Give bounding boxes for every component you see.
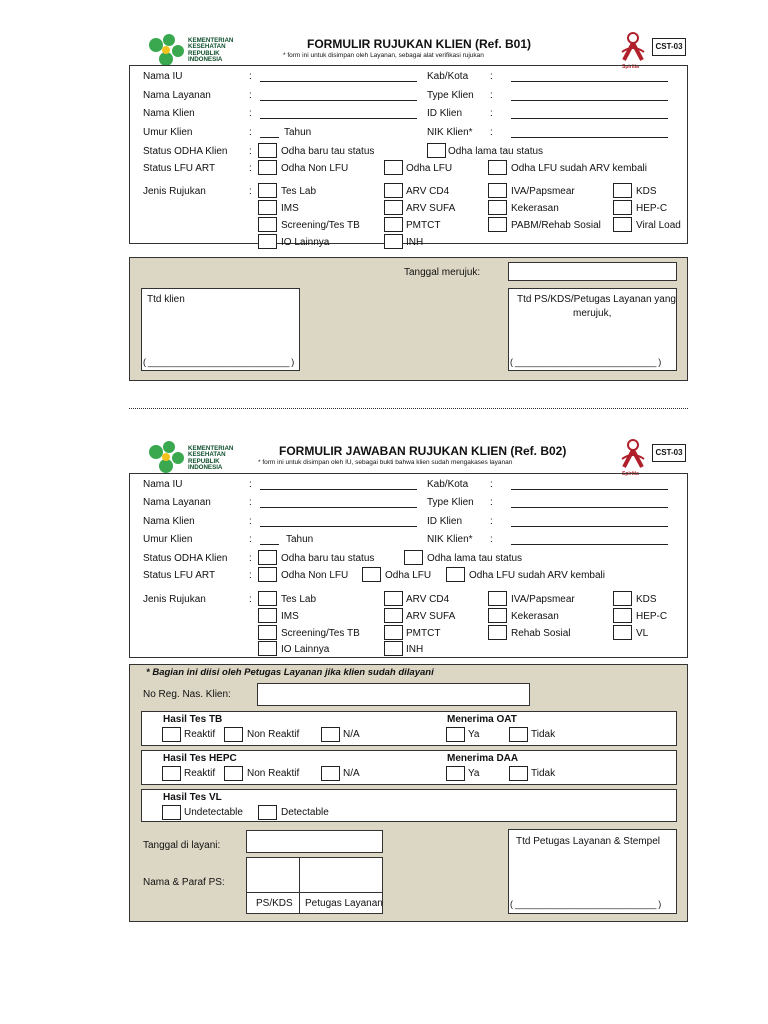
- col-ps-kds: PS/KDS: [256, 898, 293, 909]
- option-hepc: HEP-C: [636, 611, 668, 622]
- checkbox-odha-lama[interactable]: [404, 550, 423, 565]
- checkbox-tes-lab[interactable]: [258, 183, 277, 198]
- colon: :: [249, 71, 252, 82]
- checkbox-odha-lama[interactable]: [427, 143, 446, 158]
- option-ims: IMS: [281, 611, 299, 622]
- option-arv-cd4: ARV CD4: [406, 594, 450, 605]
- colon: :: [249, 186, 252, 197]
- label-status-odha: Status ODHA Klien: [143, 553, 228, 564]
- checkbox-hepc-na[interactable]: [321, 766, 340, 781]
- label-umur-klien: Umur Klien: [143, 127, 193, 138]
- label-hasil-vl: Hasil Tes VL: [163, 792, 222, 803]
- checkbox-tes-lab[interactable]: [258, 591, 277, 606]
- cut-line: [129, 408, 688, 409]
- checkbox-vl[interactable]: [613, 625, 632, 640]
- checkbox-odha-lfu[interactable]: [362, 567, 381, 582]
- label-nama-layanan: Nama Layanan: [143, 90, 211, 101]
- label-tahun: Tahun: [286, 534, 314, 545]
- option-inh: INH: [406, 644, 424, 655]
- label-nik-klien: NIK Klien*: [427, 534, 473, 545]
- kemenkes-logo-icon: [146, 33, 188, 69]
- colon: :: [490, 127, 493, 138]
- spiritia-logo-icon: [616, 437, 650, 473]
- label-tanggal-merujuk: Tanggal merujuk:: [404, 267, 481, 278]
- label-ttd-klien: Ttd klien: [147, 294, 185, 305]
- option-tb-na: N/A: [343, 729, 360, 740]
- colon: :: [249, 479, 252, 490]
- label-nama-layanan: Nama Layanan: [143, 497, 211, 508]
- input-tanggal-layani[interactable]: [246, 830, 383, 853]
- colon: :: [249, 594, 252, 605]
- checkbox-tb-non-reaktif[interactable]: [224, 727, 243, 742]
- colon: :: [490, 479, 493, 490]
- checkbox-io-lainnya[interactable]: [258, 641, 277, 656]
- colon: :: [249, 108, 252, 119]
- option-rehab-sosial: Rehab Sosial: [511, 628, 571, 639]
- input-nama-klien[interactable]: [260, 526, 417, 527]
- label-nama-klien: Nama Klien: [143, 108, 195, 119]
- option-hepc-reaktif: Reaktif: [184, 768, 216, 779]
- colon: :: [490, 71, 493, 82]
- label-type-klien: Type Klien: [427, 90, 474, 101]
- checkbox-hepc-non-reaktif[interactable]: [224, 766, 243, 781]
- spiritia-caption: Spiritia: [622, 471, 639, 477]
- logo-text: KEMENTERIAN KESEHATAN REPUBLIK INDONESIA: [188, 445, 234, 472]
- input-tanggal-merujuk[interactable]: [508, 262, 677, 281]
- option-inh: INH: [406, 237, 424, 248]
- checkbox-viral-load[interactable]: [613, 217, 632, 232]
- label-hasil-tb: Hasil Tes TB: [163, 714, 223, 725]
- label-status-odha: Status ODHA Klien: [143, 146, 228, 157]
- spiritia-caption: Spiritia: [622, 64, 639, 70]
- form2-subtitle: * form ini untuk disimpan oleh IU, sebagai bukti bahwa klien sudah mengakases layanan: [258, 459, 513, 466]
- label-tahun: Tahun: [284, 127, 312, 138]
- colon: :: [249, 534, 252, 545]
- option-odha-lama: Odha lama tau status: [448, 146, 544, 157]
- option-odha-baru: Odha baru tau status: [281, 553, 375, 564]
- checkbox-hepc-reaktif[interactable]: [162, 766, 181, 781]
- option-odha-baru: Odha baru tau status: [281, 146, 375, 157]
- colon: :: [249, 90, 252, 101]
- checkbox-pmtct[interactable]: [384, 217, 403, 232]
- input-nama-klien[interactable]: [260, 118, 417, 119]
- label-ttd-petugas: Ttd Petugas Layanan & Stempel: [516, 836, 660, 847]
- checkbox-detectable[interactable]: [258, 805, 277, 820]
- spiritia-logo-icon: [616, 30, 650, 66]
- kemenkes-logo-icon: [146, 440, 188, 476]
- option-tes-lab: Tes Lab: [281, 186, 317, 197]
- option-pabm: PABM/Rehab Sosial: [511, 220, 601, 231]
- option-kds: KDS: [636, 186, 657, 197]
- checkbox-kekerasan[interactable]: [488, 608, 507, 623]
- label-id-klien: ID Klien: [427, 516, 463, 527]
- paraf-divider: [246, 892, 383, 893]
- option-hepc-na: N/A: [343, 768, 360, 779]
- checkbox-odha-lfu[interactable]: [384, 160, 403, 175]
- label-no-reg: No Reg. Nas. Klien:: [143, 689, 231, 700]
- logo-text: KEMENTERIAN KESEHATAN REPUBLIK INDONESIA: [188, 37, 234, 64]
- label-hasil-hepc: Hasil Tes HEPC: [163, 753, 237, 764]
- checkbox-kds[interactable]: [613, 591, 632, 606]
- label-ttd-ps-1: Ttd PS/KDS/Petugas Layanan yang: [517, 294, 676, 305]
- option-hepc-non-reaktif: Non Reaktif: [247, 768, 300, 779]
- checkbox-rehab-sosial[interactable]: [488, 625, 507, 640]
- option-odha-non-lfu: Odha Non LFU: [281, 570, 349, 581]
- colon: :: [249, 497, 252, 508]
- option-vl: VL: [636, 628, 649, 639]
- input-id-klien[interactable]: [511, 526, 668, 527]
- option-io-lainnya: IO Lainnya: [281, 644, 330, 655]
- checkbox-odha-baru[interactable]: [258, 143, 277, 158]
- checkbox-ims[interactable]: [258, 608, 277, 623]
- option-arv-cd4: ARV CD4: [406, 186, 450, 197]
- option-odha-lfu: Odha LFU: [385, 570, 432, 581]
- checkbox-iva[interactable]: [488, 591, 507, 606]
- colon: :: [490, 108, 493, 119]
- option-odha-lfu-arv: Odha LFU sudah ARV kembali: [511, 163, 648, 174]
- form1-title: FORMULIR RUJUKAN KLIEN (Ref. B01): [307, 37, 532, 51]
- label-kab-kota: Kab/Kota: [427, 479, 469, 490]
- input-nama-iu[interactable]: [260, 489, 417, 490]
- option-pmtct: PMTCT: [406, 628, 441, 639]
- label-nik-klien: NIK Klien*: [427, 127, 473, 138]
- input-nama-iu[interactable]: [260, 81, 417, 82]
- input-no-reg[interactable]: [257, 683, 530, 706]
- option-tes-lab: Tes Lab: [281, 594, 317, 605]
- checkbox-io-lainnya[interactable]: [258, 234, 277, 249]
- input-nama-layanan[interactable]: [260, 100, 417, 101]
- option-screening-tb: Screening/Tes TB: [281, 220, 360, 231]
- option-iva: IVA/Papsmear: [511, 594, 575, 605]
- form2-code-badge: CST-03: [652, 444, 686, 462]
- label-jenis-rujukan: Jenis Rujukan: [143, 186, 206, 197]
- option-tb-reaktif: Reaktif: [184, 729, 216, 740]
- checkbox-iva[interactable]: [488, 183, 507, 198]
- checkbox-arv-cd4[interactable]: [384, 591, 403, 606]
- option-viral-load: Viral Load: [636, 220, 681, 231]
- checkbox-oat-tidak[interactable]: [509, 727, 528, 742]
- label-menerima-oat: Menerima OAT: [447, 714, 517, 725]
- colon: :: [249, 553, 252, 564]
- form1-subtitle: * form ini untuk disimpan oleh Layanan, sebagai alat verifikasi rujukan: [283, 52, 484, 59]
- checkbox-odha-baru[interactable]: [258, 550, 277, 565]
- input-type-klien[interactable]: [511, 507, 668, 508]
- option-kds: KDS: [636, 594, 657, 605]
- label-umur-klien: Umur Klien: [143, 534, 193, 545]
- label-id-klien: ID Klien: [427, 108, 463, 119]
- label-nama-iu: Nama IU: [143, 71, 183, 82]
- label-status-lfu: Status LFU ART: [143, 163, 216, 174]
- checkbox-kds[interactable]: [613, 183, 632, 198]
- form1-code-badge: CST-03: [652, 38, 686, 56]
- checkbox-undetectable[interactable]: [162, 805, 181, 820]
- option-ims: IMS: [281, 203, 299, 214]
- label-nama-paraf: Nama & Paraf PS:: [143, 877, 225, 888]
- option-undetectable: Undetectable: [184, 807, 243, 818]
- colon: :: [490, 90, 493, 101]
- option-kekerasan: Kekerasan: [511, 611, 559, 622]
- input-umur-klien[interactable]: [260, 137, 279, 138]
- option-screening-tb: Screening/Tes TB: [281, 628, 360, 639]
- checkbox-tb-reaktif[interactable]: [162, 727, 181, 742]
- checkbox-arv-sufa[interactable]: [384, 608, 403, 623]
- input-kab-kota[interactable]: [511, 489, 668, 490]
- checkbox-screening-tb[interactable]: [258, 625, 277, 640]
- label-jenis-rujukan: Jenis Rujukan: [143, 594, 206, 605]
- form2-title: FORMULIR JAWABAN RUJUKAN KLIEN (Ref. B02): [279, 444, 567, 458]
- checkbox-daa-ya[interactable]: [446, 766, 465, 781]
- option-odha-non-lfu: Odha Non LFU: [281, 163, 349, 174]
- input-umur-klien[interactable]: [260, 544, 279, 545]
- colon: :: [490, 534, 493, 545]
- input-nik-klien[interactable]: [511, 137, 668, 138]
- option-hepc: HEP-C: [636, 203, 668, 214]
- checkbox-odha-non-lfu[interactable]: [258, 160, 277, 175]
- label-status-lfu: Status LFU ART: [143, 570, 216, 581]
- colon: :: [249, 146, 252, 157]
- checkbox-arv-sufa[interactable]: [384, 200, 403, 215]
- option-kekerasan: Kekerasan: [511, 203, 559, 214]
- option-oat-ya: Ya: [468, 729, 480, 740]
- checkbox-hepc[interactable]: [613, 200, 632, 215]
- colon: :: [249, 570, 252, 581]
- label-ttd-ps-2: merujuk,: [573, 308, 612, 319]
- checkbox-tb-na[interactable]: [321, 727, 340, 742]
- bagian-note: * Bagian ini diisi oleh Petugas Layanan jika klien sudah dilayani: [146, 667, 434, 678]
- checkbox-oat-ya[interactable]: [446, 727, 465, 742]
- input-type-klien[interactable]: [511, 100, 668, 101]
- sig-line-ps: ( ______________________________ ): [510, 357, 661, 367]
- checkbox-ims[interactable]: [258, 200, 277, 215]
- checkbox-pabm[interactable]: [488, 217, 507, 232]
- label-kab-kota: Kab/Kota: [427, 71, 469, 82]
- checkbox-inh[interactable]: [384, 641, 403, 656]
- label-type-klien: Type Klien: [427, 497, 474, 508]
- checkbox-odha-non-lfu[interactable]: [258, 567, 277, 582]
- sig-line-petugas: ( ______________________________ ): [510, 899, 661, 909]
- checkbox-pmtct[interactable]: [384, 625, 403, 640]
- option-daa-tidak: Tidak: [531, 768, 556, 779]
- option-daa-ya: Ya: [468, 768, 480, 779]
- colon: :: [490, 516, 493, 527]
- input-nama-layanan[interactable]: [260, 507, 417, 508]
- option-odha-lfu: Odha LFU: [406, 163, 453, 174]
- input-kab-kota[interactable]: [511, 81, 668, 82]
- checkbox-odha-lfu-arv[interactable]: [446, 567, 465, 582]
- checkbox-arv-cd4[interactable]: [384, 183, 403, 198]
- option-io-lainnya: IO Lainnya: [281, 237, 330, 248]
- option-odha-lama: Odha lama tau status: [427, 553, 523, 564]
- colon: :: [249, 127, 252, 138]
- input-id-klien[interactable]: [511, 118, 668, 119]
- label-tanggal-layani: Tanggal di layani:: [143, 840, 221, 851]
- checkbox-kekerasan[interactable]: [488, 200, 507, 215]
- label-nama-iu: Nama IU: [143, 479, 183, 490]
- sig-line-klien: ( ______________________________ ): [143, 357, 294, 367]
- checkbox-hepc[interactable]: [613, 608, 632, 623]
- checkbox-inh[interactable]: [384, 234, 403, 249]
- colon: :: [490, 497, 493, 508]
- option-odha-lfu-arv: Odha LFU sudah ARV kembali: [469, 570, 606, 581]
- option-arv-sufa: ARV SUFA: [406, 611, 456, 622]
- option-pmtct: PMTCT: [406, 220, 441, 231]
- option-detectable: Detectable: [281, 807, 329, 818]
- colon: :: [249, 163, 252, 174]
- checkbox-screening-tb[interactable]: [258, 217, 277, 232]
- option-arv-sufa: ARV SUFA: [406, 203, 456, 214]
- label-nama-klien: Nama Klien: [143, 516, 195, 527]
- option-iva: IVA/Papsmear: [511, 186, 575, 197]
- checkbox-odha-lfu-arv[interactable]: [488, 160, 507, 175]
- checkbox-daa-tidak[interactable]: [509, 766, 528, 781]
- option-oat-tidak: Tidak: [531, 729, 556, 740]
- col-petugas-layanan: Petugas Layanan: [305, 898, 383, 909]
- input-nik-klien[interactable]: [511, 544, 668, 545]
- label-menerima-daa: Menerima DAA: [447, 753, 519, 764]
- option-tb-non-reaktif: Non Reaktif: [247, 729, 300, 740]
- colon: :: [249, 516, 252, 527]
